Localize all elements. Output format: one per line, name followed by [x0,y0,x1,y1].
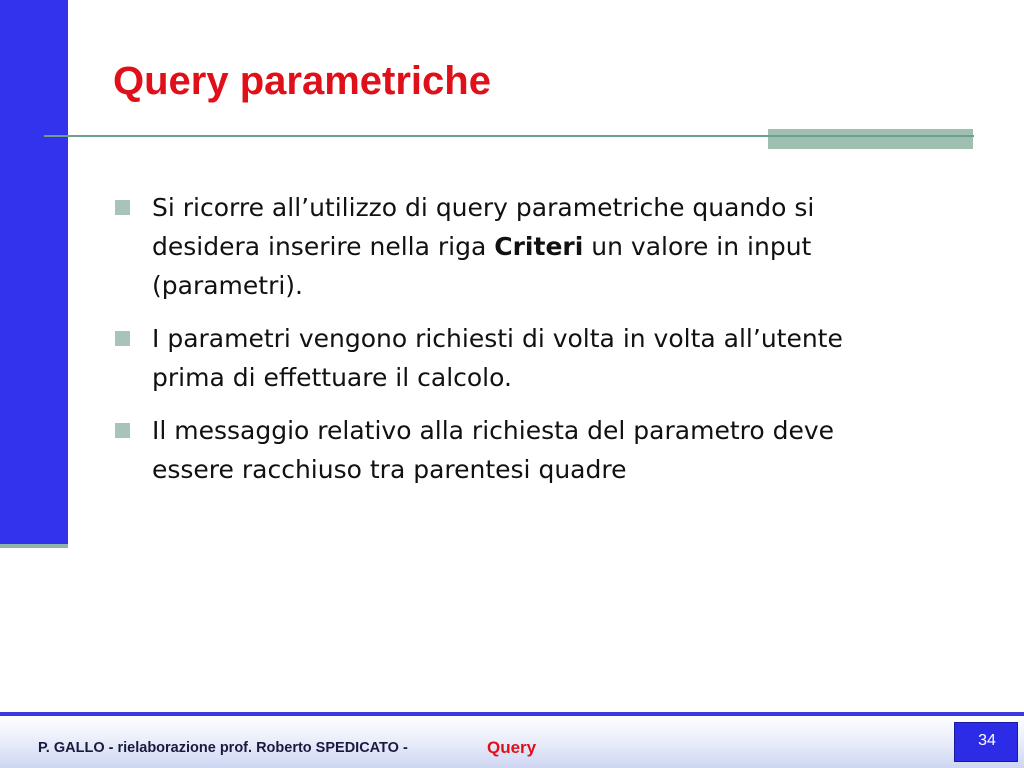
bullet-item [115,411,915,489]
bullet-list [115,188,915,503]
bullet-item [115,319,915,397]
bullet-text-tail: un valore in input (parametri). [152,232,812,300]
square-bullet-icon [115,200,130,215]
square-bullet-icon [115,331,130,346]
bullet-item [115,188,915,305]
left-accent-bar-edge [0,544,68,548]
bullet-bold-term: Criteri [494,232,584,261]
footer-topic: Query [487,738,537,757]
left-accent-bar [0,0,68,544]
page-number: 34 [978,732,996,749]
title-divider-block [768,129,973,149]
bullet-text: I parametri vengono richiesti di volta in volta all’utente prima di effettuare il calcolo. [152,324,843,392]
square-bullet-icon [115,423,130,438]
slide-title: Query parametriche [113,59,491,103]
bullet-text: Il messaggio relativo alla richiesta del parametro deve essere racchiuso tra parentesi quadre [152,416,835,484]
footer-credit: P. GALLO - rielaborazione prof. Roberto SPEDICATO - [38,740,408,756]
bullet-text: Si ricorre all’utilizzo di query parametriche quando si desidera inserire nella riga [152,193,815,261]
page-number-box [954,722,1018,762]
